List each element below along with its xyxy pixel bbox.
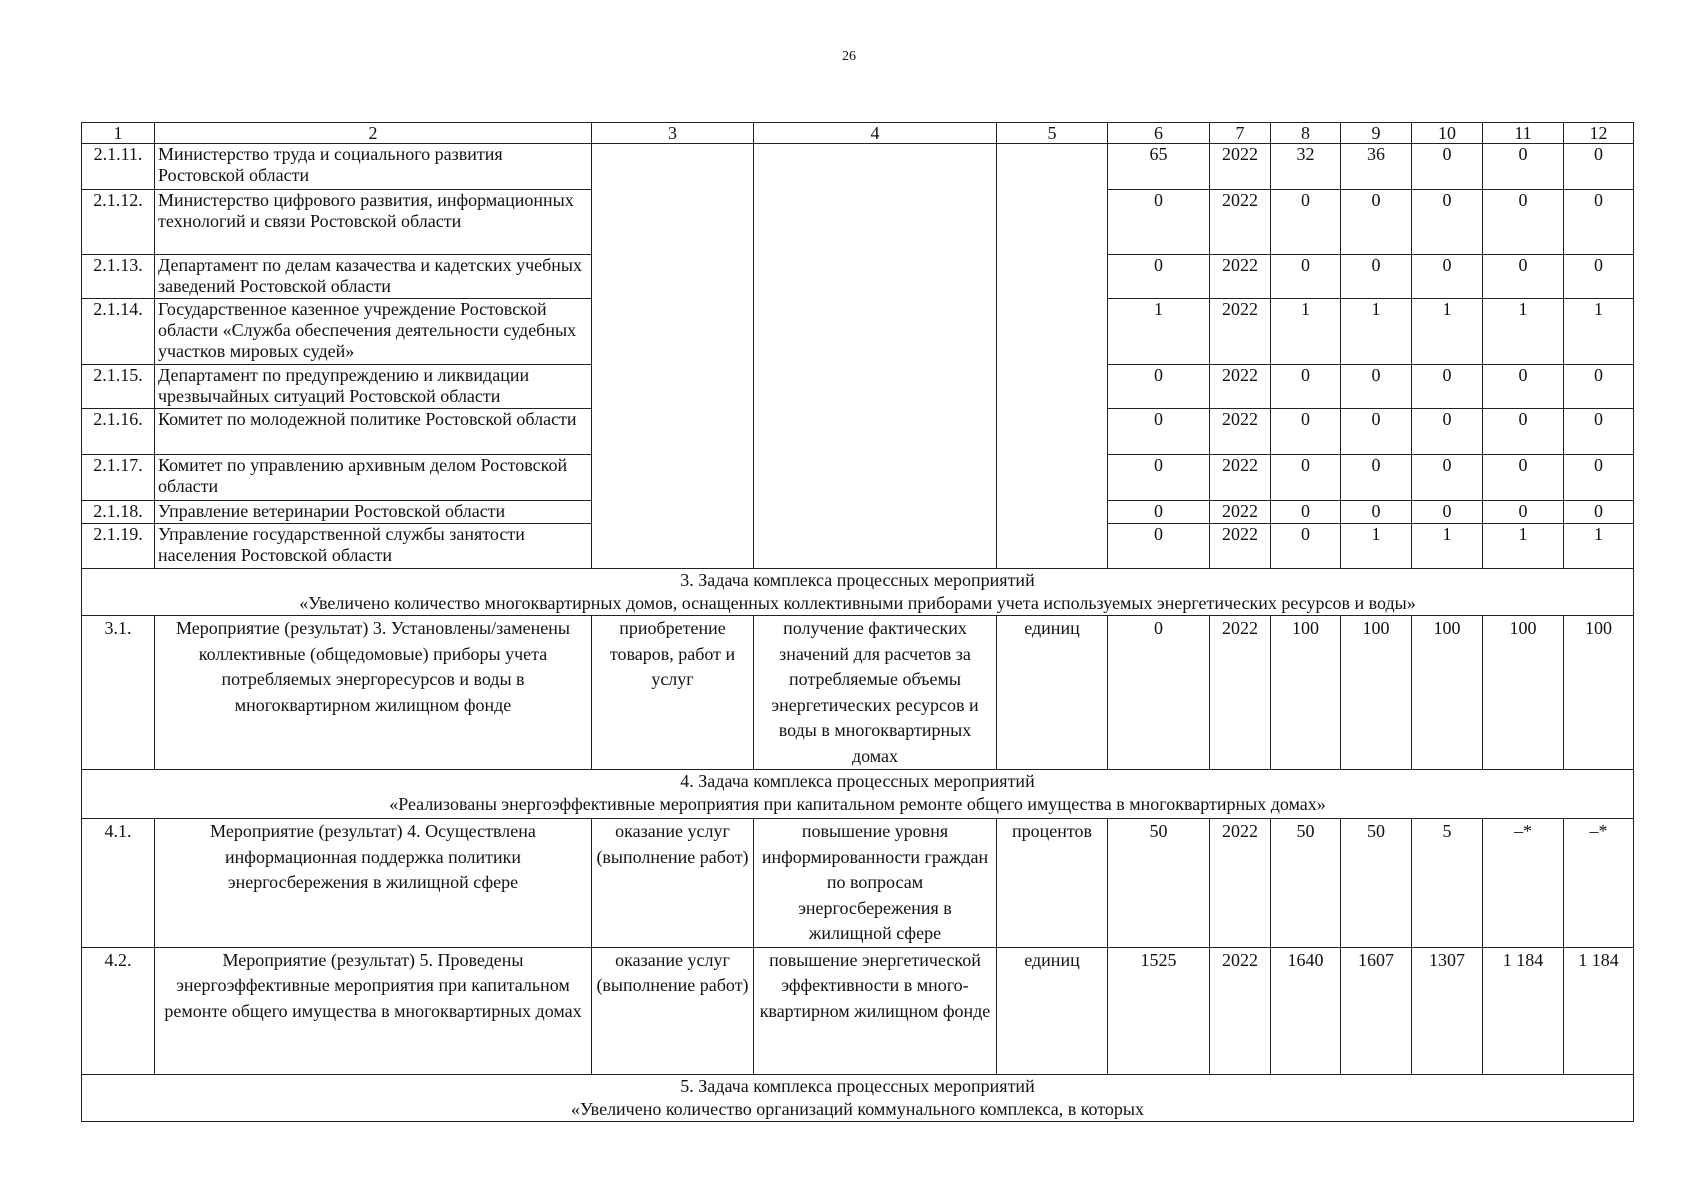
header-cell: 11 (1483, 123, 1564, 144)
measure-description: повышение уровня информированности граждан по вопросам энергосбережения в жилищной сфере (754, 819, 997, 948)
value-cell: 0 (1341, 365, 1412, 409)
org-name: Государственное казенное учреждение Ростовской области «Служба обеспечения деятельности судебных участков мировых судей» (155, 299, 592, 365)
value-cell: 0 (1108, 616, 1210, 770)
measure-description: получение фактических значений для расчетов за потребляемые объемы энергетических ресурсов и воды в многоквартирных домах (754, 616, 997, 770)
value-cell: 0 (1341, 255, 1412, 299)
value-cell: 0 (1483, 144, 1564, 190)
org-name: Департамент по делам казачества и кадетских учебных заведений Ростовской области (155, 255, 592, 299)
value-cell: 0 (1108, 409, 1210, 455)
measure-unit: единиц (997, 616, 1108, 770)
measure-row (82, 819, 1634, 948)
org-name: Комитет по молодежной политике Ростовской области (155, 409, 592, 455)
row-number: 2.1.17. (82, 455, 155, 501)
value-cell: 1 (1341, 299, 1412, 365)
header-row (82, 123, 1634, 144)
value-cell: 1 (1483, 524, 1564, 569)
row-number: 4.1. (82, 819, 155, 948)
value-cell: 32 (1271, 144, 1341, 190)
section-row (82, 569, 1634, 616)
value-cell: 0 (1564, 190, 1634, 255)
measure-name: Мероприятие (результат) 3. Установлены/заменены коллективные (общедомовые) приборы учета потребляемых энергоресурсов и воды в многоквартирном жилищном фонде (155, 616, 592, 770)
value-cell: 0 (1483, 455, 1564, 501)
value-cell: 1 184 (1564, 947, 1634, 1074)
header-cell: 5 (997, 123, 1108, 144)
value-cell: 1607 (1341, 947, 1412, 1074)
header-cell: 3 (592, 123, 754, 144)
header-cell: 1 (82, 123, 155, 144)
row-number: 2.1.18. (82, 501, 155, 524)
value-cell: 0 (1564, 455, 1634, 501)
value-cell: 100 (1564, 616, 1634, 770)
row-number: 3.1. (82, 616, 155, 770)
measure-row (82, 947, 1634, 1074)
row-number: 2.1.12. (82, 190, 155, 255)
value-cell: 0 (1341, 190, 1412, 255)
section-subtitle: «Реализованы энергоэффективные мероприятия при капитальном ремонте общего имущества в многоквартирных домах» (389, 794, 1326, 814)
value-cell: 2022 (1210, 616, 1271, 770)
value-cell: 1 (1412, 299, 1483, 365)
org-name: Управление ветеринарии Ростовской области (155, 501, 592, 524)
value-cell: 0 (1271, 365, 1341, 409)
value-cell: 100 (1341, 616, 1412, 770)
value-cell: 0 (1108, 524, 1210, 569)
value-cell: –* (1483, 819, 1564, 948)
header-cell: 9 (1341, 123, 1412, 144)
value-cell: 2022 (1210, 144, 1271, 190)
value-cell: 50 (1108, 819, 1210, 948)
value-cell: 0 (1341, 501, 1412, 524)
value-cell: 2022 (1210, 524, 1271, 569)
value-cell: 0 (1271, 409, 1341, 455)
value-cell: 0 (1564, 255, 1634, 299)
value-cell: 0 (1341, 455, 1412, 501)
value-cell: 0 (1108, 365, 1210, 409)
value-cell: 100 (1483, 616, 1564, 770)
value-cell: 0 (1564, 409, 1634, 455)
org-name: Управление государственной службы занятости населения Ростовской области (155, 524, 592, 569)
value-cell: 5 (1412, 819, 1483, 948)
value-cell: 0 (1108, 255, 1210, 299)
section-title: 5. Задача комплекса процессных мероприятий (680, 1075, 1035, 1096)
value-cell: 1 (1412, 524, 1483, 569)
value-cell: 1 184 (1483, 947, 1564, 1074)
header-cell: 8 (1271, 123, 1341, 144)
value-cell: 0 (1271, 190, 1341, 255)
section-heading (82, 1074, 1634, 1121)
value-cell: 0 (1483, 255, 1564, 299)
value-cell: 0 (1271, 455, 1341, 501)
value-cell: 1640 (1271, 947, 1341, 1074)
value-cell: 1 (1483, 299, 1564, 365)
section-heading (82, 569, 1634, 616)
measure-unit: процентов (997, 819, 1108, 948)
value-cell: 2022 (1210, 455, 1271, 501)
value-cell: 2022 (1210, 947, 1271, 1074)
section-subtitle: «Увеличено количество многоквартирных домов, оснащенных коллективными приборами учета используемых энергетических ресурсов и воды» (299, 593, 1416, 613)
value-cell: 2022 (1210, 819, 1271, 948)
value-cell: 0 (1341, 409, 1412, 455)
value-cell: 0 (1271, 255, 1341, 299)
row-number: 2.1.16. (82, 409, 155, 455)
measure-row (82, 616, 1634, 770)
value-cell: 2022 (1210, 255, 1271, 299)
value-cell: 0 (1271, 524, 1341, 569)
value-cell: 0 (1412, 365, 1483, 409)
header-cell: 7 (1210, 123, 1271, 144)
measure-name: Мероприятие (результат) 5. Проведены энергоэффективные мероприятия при капитальном ремонте общего имущества в многоквартирных домах (155, 947, 592, 1074)
value-cell: 0 (1108, 501, 1210, 524)
value-cell: –* (1564, 819, 1634, 948)
page-number: 26 (842, 49, 856, 64)
merged-cell (754, 144, 997, 569)
value-cell: 1 (1564, 299, 1634, 365)
header-cell: 2 (155, 123, 592, 144)
value-cell: 0 (1483, 409, 1564, 455)
measure-type: оказание услуг (выполнение работ) (592, 947, 754, 1074)
value-cell: 0 (1412, 255, 1483, 299)
value-cell: 0 (1108, 455, 1210, 501)
measure-type: приобретение товаров, работ и услуг (592, 616, 754, 770)
value-cell: 0 (1483, 365, 1564, 409)
row-number: 2.1.14. (82, 299, 155, 365)
org-name: Комитет по управлению архивным делом Ростовской области (155, 455, 592, 501)
value-cell: 0 (1564, 144, 1634, 190)
section-subtitle: «Увеличено количество организаций коммунального комплекса, в которых (570, 1098, 1145, 1119)
value-cell: 1307 (1412, 947, 1483, 1074)
measure-unit: единиц (997, 947, 1108, 1074)
section-row (82, 1074, 1634, 1121)
section-heading (82, 770, 1634, 819)
value-cell: 2022 (1210, 501, 1271, 524)
row-number: 2.1.11. (82, 144, 155, 190)
section-title: 4. Задача комплекса процессных мероприятий (680, 771, 1035, 791)
section-title: 3. Задача комплекса процессных мероприятий (680, 570, 1035, 590)
measure-name: Мероприятие (результат) 4. Осуществлена информационная поддержка политики энергосбережения в жилищной сфере (155, 819, 592, 948)
value-cell: 50 (1341, 819, 1412, 948)
merged-cell (997, 144, 1108, 569)
value-cell: 1 (1564, 524, 1634, 569)
merged-cell (592, 144, 754, 569)
value-cell: 1 (1108, 299, 1210, 365)
value-cell: 0 (1564, 501, 1634, 524)
value-cell: 0 (1412, 455, 1483, 501)
value-cell: 0 (1412, 409, 1483, 455)
row-number: 4.2. (82, 947, 155, 1074)
value-cell: 0 (1108, 190, 1210, 255)
value-cell: 36 (1341, 144, 1412, 190)
value-cell: 100 (1271, 616, 1341, 770)
value-cell: 0 (1412, 501, 1483, 524)
value-cell: 100 (1412, 616, 1483, 770)
value-cell: 2022 (1210, 190, 1271, 255)
value-cell: 2022 (1210, 299, 1271, 365)
measure-type: оказание услуг (выполнение работ) (592, 819, 754, 948)
measure-description: повышение энергетической эффективности в много-квартирном жилищном фонде (754, 947, 997, 1074)
value-cell: 0 (1412, 190, 1483, 255)
header-cell: 12 (1564, 123, 1634, 144)
header-cell: 6 (1108, 123, 1210, 144)
value-cell: 0 (1483, 190, 1564, 255)
header-cell: 4 (754, 123, 997, 144)
value-cell: 0 (1271, 501, 1341, 524)
row-number: 2.1.15. (82, 365, 155, 409)
row-number: 2.1.13. (82, 255, 155, 299)
value-cell: 0 (1564, 365, 1634, 409)
org-name: Департамент по предупреждению и ликвидации чрезвычайных ситуаций Ростовской области (155, 365, 592, 409)
value-cell: 2022 (1210, 365, 1271, 409)
indicators-table (81, 122, 1634, 1122)
value-cell: 1525 (1108, 947, 1210, 1074)
value-cell: 1 (1271, 299, 1341, 365)
value-cell: 1 (1341, 524, 1412, 569)
value-cell: 65 (1108, 144, 1210, 190)
value-cell: 0 (1412, 144, 1483, 190)
header-cell: 10 (1412, 123, 1483, 144)
value-cell: 50 (1271, 819, 1341, 948)
org-name: Министерство цифрового развития, информационных технологий и связи Ростовской области (155, 190, 592, 255)
table-row (82, 144, 1634, 190)
value-cell: 0 (1483, 501, 1564, 524)
org-name: Министерство труда и социального развития Ростовской области (155, 144, 592, 190)
row-number: 2.1.19. (82, 524, 155, 569)
section-row (82, 770, 1634, 819)
value-cell: 2022 (1210, 409, 1271, 455)
